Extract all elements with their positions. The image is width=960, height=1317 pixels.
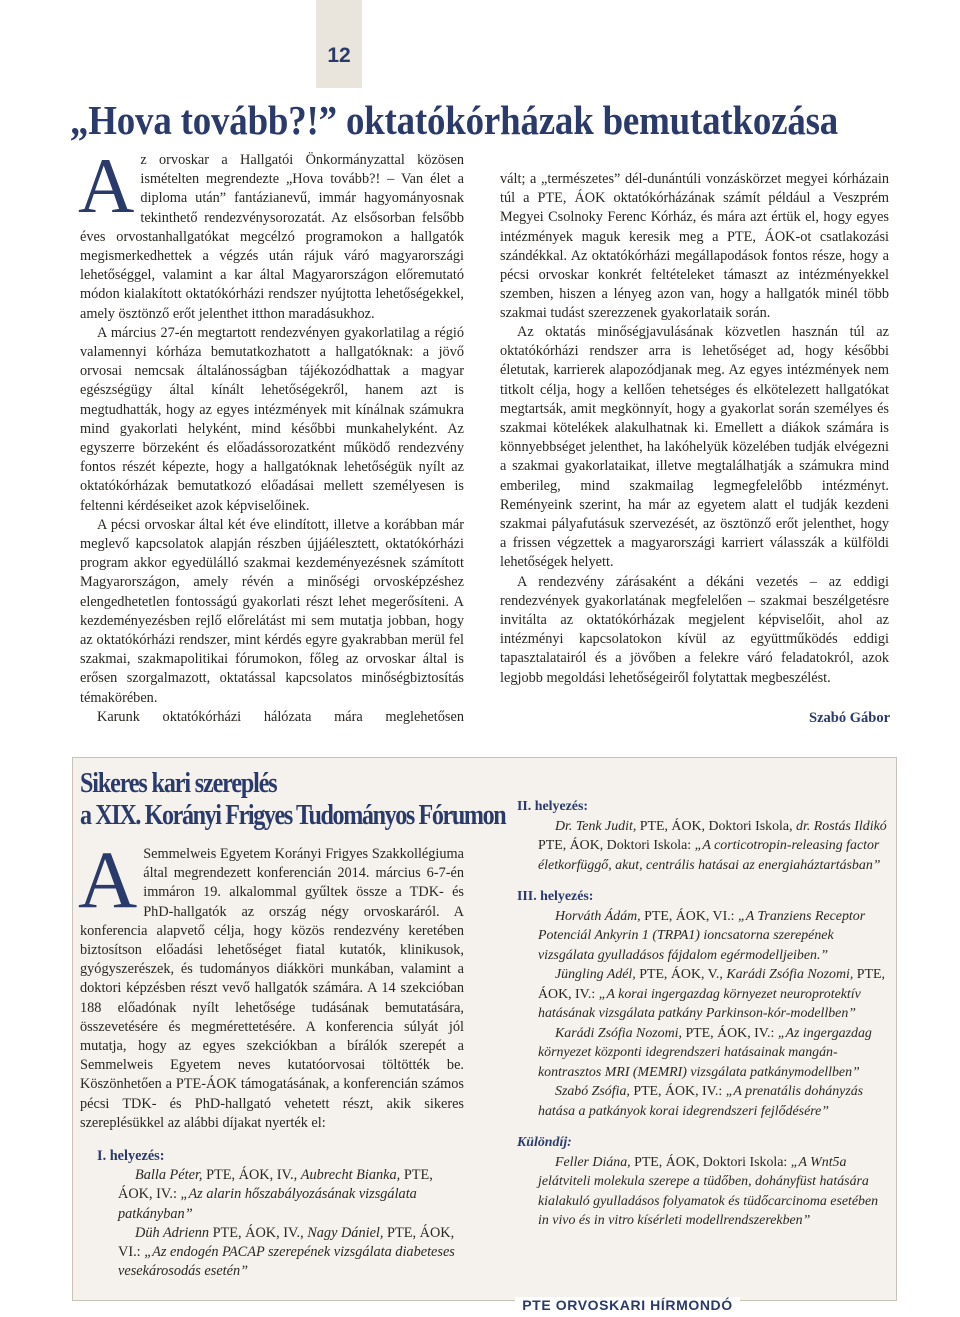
article-paragraph: A március 27-én megtartott rendezvényen gyakorlatilag a régió valamennyi kórháza bemutatkozhatott a hallgatóknak: a jövő orvosai nemcsak általánosságban tájékozódhattak a magyar egészségügy által kínált lehetőségekről, hanem azt is megtudhatták, hogy az egyes intézmények mit kínálnak számukra mind gyakorlati helyként, mind későbbi munkahelyként. Az egyszerre börzeként és előadássorozatként működő rendezvény fontos részét képezte, hogy a hallgatóknak lehetőségük nyílt az oktatókórházak bemutatkozó előadásai mellett személyesen is feltenni kérdéseiket azok képviselőinek. xyxy=(80,324,464,514)
box-title: Sikeres kari szereplés a XIX. Korányi Frigyes Tudományos Fórumon xyxy=(80,768,506,831)
article-paragraph: Az oktatás minőségjavulásának közvetlen hasznán túl az oktatókórházi rendszer arra is lehetőséget ad, hogy későbbi életutak, karrierek alapozódjanak meg. Az egyes intézmények nem titkolt célja, hogy a kellően tehetséges és elkötelezett hallgatókat megtartsák, amit megkönnyít, hogy a gyakorlat során személyes és szakmai kötelékek alakulhatnak ki. Emellett a diákok számára is könnyebbséget jelenthet, ha lakóhelyük közelében tudják elvégezni a szakmai gyakorlataikat, illetve megtalálhatják a számukra mind emberileg, mind szakmailag legmegfelelőbb intézményt. Reményeink szerint, ha már az egyetem alatt el tudják kezdeni szakmai pályafutásuk szervezését, az ösztönző erőt jelenthet, hogy a frissen végzettek a magyarországi karriert válasszák a külföldi lehetőségek helyett. xyxy=(500,324,889,571)
award-entry: Jüngling Adél, PTE, ÁOK, V., Karádi Zsófia Nozomi, PTE, ÁOK, IV.: „A korai ingergazdag környezet neuroprotektív hatásának vizsgálata patkány Parkinson-kór-modellben” xyxy=(538,967,885,1021)
box-column-right xyxy=(500,785,889,1231)
award-heading-third: III. helyezés: xyxy=(517,889,594,904)
article-paragraph: Az orvoskar a Hallgatói Önkormányzattal közösen ismételten megrendezte „Hova tovább?! – Van élet a diploma után” fantázianevű, immár hagyományosnak tekinthető rendezvénysorozatát. Az elsősorban felsőbb éves orvostanhallgatókat megcélzó programokon a hallgatók megismerkedhettek a végzés után rájuk váró magyarországi lehetőséggel, valamint a kar által Magyarországon előremutató módon kialakított oktatókórházi rendszer nyújtotta lehetőségekkel, amely ösztönző erőt jelenthet itthon maradásukhoz. xyxy=(78,142,464,322)
drop-cap: A xyxy=(78,142,135,229)
award-heading-special: Különdíj: xyxy=(517,1135,572,1150)
award-entry: Horváth Ádám, PTE, ÁOK, VI.: „A Tranziens Receptor Potenciál Ankyrin 1 (TRPA1) ioncsatorna szerepének vizsgálata gyulladásos fájdalom egérmodelljeiben.” xyxy=(538,908,866,963)
footer-publication-name: PTE ORVOSKARI HÍRMONDÓ xyxy=(515,1297,740,1317)
award-entry: Düh Adrienn PTE, ÁOK, IV., Nagy Dániel, PTE, ÁOK, VI.: „Az endogén PACAP szerepének vizsgálata diabeteses vesekárosodás esetén” xyxy=(118,1224,455,1280)
article-column-left xyxy=(78,142,464,751)
page-title: „Hova tovább?!” oktatókórházak bemutatkozása xyxy=(70,97,839,143)
award-entry: Szabó Zsófia, PTE, ÁOK, IV.: „A prenatális dohányzás hatása a patkányok korai idegrendszeri fejlődésére” xyxy=(538,1084,864,1119)
award-heading-first: I. helyezés: xyxy=(97,1148,165,1165)
drop-cap: A xyxy=(78,834,138,925)
article-paragraph-continuation: vált; a „természetes” dél-dunántúli vonzáskörzet megyei kórházain túl a PTE, ÁOK oktatókórházának számít például a Veszprém Megyei Csolnoky Ferenc Kórház, és mára azt értük el, hogy egyes intézmények maguk keresik meg a PTE, ÁOK-ot csatlakozási szándékkal. Az oktatókórházi megállapodások fontos része, hogy a pécsi orvoskar konkrét feltételeket támaszt az intézményekkel szemben, hiszen a lényeg azon van, hogy a hallgatók minél több szakmai tudást szerezzenek gyakorlataik során. xyxy=(500,171,889,322)
award-entry: Balla Péter, PTE, ÁOK, IV., Aubrecht Bianka, PTE, ÁOK, IV.: „Az alarin hőszabályozásának vizsgálata patkányban” xyxy=(118,1167,433,1222)
award-heading-second: II. helyezés: xyxy=(517,799,588,814)
award-entry: Karádi Zsófia Nozomi, PTE, ÁOK, IV.: „Az ingergazdag környezet központi idegrendszeri hatásainak mangán- kontrasztos MRI (MEMRI) vizsgálata patkánymodellben” xyxy=(538,1025,872,1080)
award-entry: Dr. Tenk Judit, PTE, ÁOK, Doktori Iskola, dr. Rostás Ildikó PTE, ÁOK, Doktori Iskola: „A corticotropin-releasing factor életkorfüggő, akut, centrális hatásai az energiaháztartásban” xyxy=(538,818,887,873)
article-paragraph: A pécsi orvoskar által két éve elindított, illetve a korábban már meglevő kapcsolatok alapján részben újjáélesztett, oktatókórházi program akkor egyedülálló szakmai kezdeményezésnek számított Magyarországon, amely révén a minőségi orvosképzéshez elengedhetetlen fontosságú gyakorlati részt lehet megerősíteni. A kezdeményezésben rejlő előrelátást mi sem mutatja jobban, hogy az oktatókórházi rendszer, mint kérdés egyre gyakrabban merül fel szakmai, szakmapolitikai fórumokon, főleg az orvoskar által is erősen szorgalmazott, oktatással kapcsolatos minőségbiztosítás témakörében. xyxy=(80,516,464,706)
article-paragraph: A rendezvény zárásaként a dékáni vezetés – az eddigi rendezvények gyakorlatának megfelelően – szakmai beszélgetésre invitálta az oktatókórházak megjelent képviselőit, ahol az intézményi kapcsolatokon kívül az együttműködés eddigi tapasztalatairól és a jövőben a felekre váró feladatokról, azok legjobb megoldási lehetőségeiről folytattak megbeszélést. xyxy=(500,573,889,686)
box-intro: A Semmelweis Egyetem Korányi Frigyes Szakkollégiuma által megrendezett konferencián 2014. március 6-7-én immáron 19. alkalommal gyűltek össze a TDK- és PhD-hallgatók az ország négy orvoskaráról. A konferencia alapvető célja, hogy közös rendezvény keretében biztosítson előadási lehetőséget fiatal kutatók, klinikusok, gyógyszerészek, és tudományos diákköri munkában, valamint a doktori képzésben részt vevő hallgatók számára. A 14 szekcióban 188 előadónak nyílt lehetősége tudásának bemutatására, összevetésére és megmérettetésére. A konferencia súlyát jól mutatja, hogy az egyes szekciókban a bírálók szerepét a Semmelweis Egyetem neves kutatóorvosai töltötték be. Köszönhetően a PTE-ÁOK támogatásának, a konferencián számos pécsi TDK- és PhD-hallgató vehetett részt, akik sikeres szereplésükkel az alábbi díjakat nyerték el: xyxy=(78,834,464,1131)
award-entry: Feller Diána, PTE, ÁOK, Doktori Iskola: „A Wnt5a jelátviteli molekula szerepe a tüdőben, dohányfüst hatására kialakuló gyulladásos folyamatok és tüdőcarcinoma esetében in vivo és in vitro kísérleti modellrendszerekben” xyxy=(538,1154,879,1228)
page-number: 12 xyxy=(316,0,362,88)
box-column-left xyxy=(78,834,464,1281)
article-column-right xyxy=(500,170,889,730)
article-author: Szabó Gábor xyxy=(809,710,890,726)
article-paragraph-continued: Karunk oktatókórházi hálózata mára meglehetősen xyxy=(97,708,464,725)
